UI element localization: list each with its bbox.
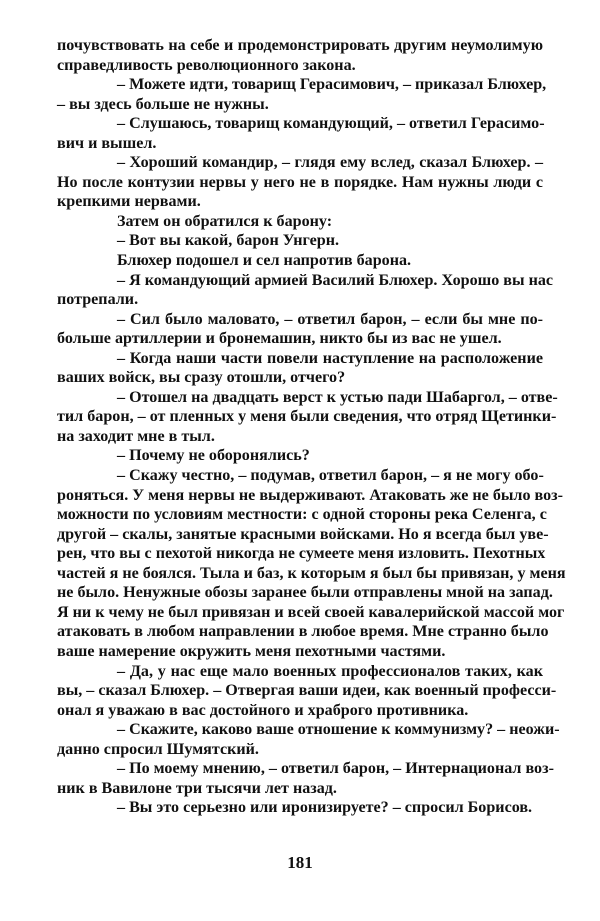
text-line: – Когда наши части повели наступление на расположение xyxy=(117,349,543,367)
text-line: – Отошел на двадцать верст к устью пади Шабаргол, – отве- xyxy=(117,388,558,406)
text-line: справедливость революционного закона. xyxy=(57,56,356,74)
text-line: можности по условиям местности: с одной стороны река Селенга, с xyxy=(57,506,547,524)
text-line: вич и вышел. xyxy=(57,134,157,152)
text-line: не было. Ненужные обозы заранее были отправлены мной на запад. xyxy=(57,584,553,602)
text-line: другой – скалы, занятые красными войсками. Но я всегда был уве- xyxy=(57,525,549,543)
text-line: – По моему мнению, – ответил барон, – Интернационал воз- xyxy=(117,760,554,778)
text-line: Но после контузии нервы у него не в порядке. Нам нужны люди с xyxy=(57,173,543,191)
text-line: – Слушаюсь, товарищ командующий, – ответил Герасимо- xyxy=(117,115,545,133)
text-line: частей я не боялся. Тыла и баз, к которым я был бы привязан, у меня xyxy=(57,564,566,582)
text-line: почувствовать на себе и продемонстрировать другим неумолимую xyxy=(57,37,543,54)
text-line: рен, что вы с пехотой никогда не сумеете меня изловить. Пехотных xyxy=(57,545,546,563)
page-number: 181 xyxy=(287,853,313,872)
text-line: – Вот вы какой, барон Унгерн. xyxy=(117,232,339,250)
text-line: – Вы это серьезно или иронизируете? – спросил Борисов. xyxy=(117,799,533,817)
text-line: – вы здесь больше не нужны. xyxy=(57,95,269,113)
text-line: ник в Вавилоне три тысячи лет назад. xyxy=(57,779,337,797)
text-line: – Да, у нас еще мало военных профессионалов таких, как xyxy=(117,662,543,680)
text-line: – Я командующий армией Василий Блюхер. Хорошо вы нас xyxy=(117,271,554,289)
text-line: Затем он обратился к барону: xyxy=(117,212,333,230)
text-line: потрепали. xyxy=(57,291,139,309)
text-line: больше артиллерии и бронемашин, никто бы из вас не ушел. xyxy=(57,330,502,348)
text-line: ваше намерение окружить меня пехотными частями. xyxy=(57,642,446,660)
page-text xyxy=(57,36,566,818)
text-line: вы, – сказал Блюхер. – Отвергая ваши идеи, как военный професси- xyxy=(57,682,557,700)
text-line: – Сил было маловато, – ответил барон, – если бы мне по- xyxy=(117,310,543,328)
text-line: – Скажите, каково ваше отношение к коммунизму? – неожи- xyxy=(117,721,560,739)
text-line: ваших войск, вы сразу отошли, отчего? xyxy=(57,369,346,387)
text-line: – Хороший командир, – глядя ему вслед, сказал Блюхер. – xyxy=(117,154,543,172)
text-line: данно спросил Шумятский. xyxy=(57,740,259,758)
text-line: онал я уважаю в вас достойного и храброго противника. xyxy=(57,701,469,719)
text-line: на заходит мне в тыл. xyxy=(57,427,215,445)
text-line: роняться. У меня нервы не выдерживают. Атаковать же не было воз- xyxy=(57,486,563,504)
text-line: Я ни к чему не был привязан и всей своей кавалерийской массой мог xyxy=(57,603,565,621)
text-line: – Почему не оборонялись? xyxy=(117,447,310,465)
text-line: тил барон, – от пленных у меня были сведения, что отряд Щетинки- xyxy=(57,408,557,426)
text-line: атаковать в любом направлении в любое время. Мне странно было xyxy=(57,623,549,641)
text-line: крепкими нервами. xyxy=(57,193,201,211)
text-line: – Скажу честно, – подумав, ответил барон, – я не могу обо- xyxy=(117,467,544,485)
text-line: – Можете идти, товарищ Герасимович, – приказал Блюхер, xyxy=(117,76,547,94)
text-line: Блюхер подошел и сел напротив барона. xyxy=(117,252,412,270)
